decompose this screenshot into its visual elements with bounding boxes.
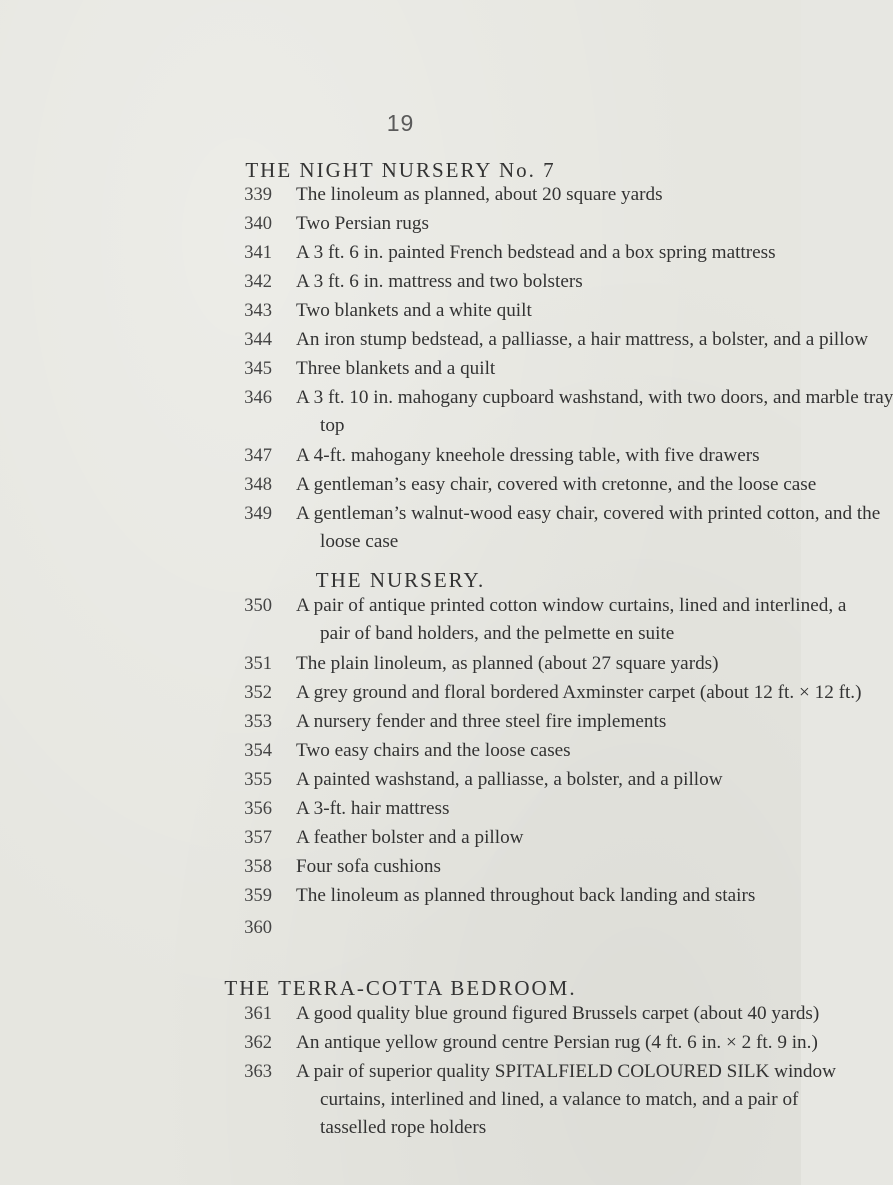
lot-description: An iron stump bedstead, a palliasse, a hair mattress, a bolster, and a pillow: [296, 329, 869, 350]
lot-number: 344: [244, 330, 272, 350]
lot-description-line: A pair of antique printed cotton window curtains, lined and interlined, a: [296, 595, 847, 616]
lot-number: 359: [244, 886, 272, 906]
lot-number: 351: [244, 654, 272, 674]
lot-description: A feather bolster and a pillow: [296, 827, 524, 848]
lot-description: A 4-ft. mahogany kneehole dressing table, with five drawers: [296, 445, 760, 466]
lot-number: 339: [244, 185, 272, 205]
lot-number: 350: [244, 596, 272, 616]
lot-number: 352: [244, 683, 272, 703]
lot-description: A gentleman’s easy chair, covered with cretonne, and the loose case: [296, 474, 817, 495]
section-heading-nursery: THE NURSERY.: [315, 568, 486, 592]
lot-number: 348: [244, 475, 272, 495]
lot-number: 346: [244, 388, 272, 408]
lot-number: 340: [244, 214, 272, 234]
lot-description: [296, 592, 847, 648]
lot-description: [296, 500, 881, 556]
lot-number: 353: [244, 712, 272, 732]
lot-description: Two blankets and a white quilt: [296, 300, 532, 321]
lot-description: An antique yellow ground centre Persian rug (4 ft. 6 in. × 2 ft. 9 in.): [296, 1032, 818, 1053]
lot-number: 343: [244, 301, 272, 321]
lot-number: 360: [244, 918, 272, 938]
lot-number: 347: [244, 446, 272, 466]
lot-description: Two easy chairs and the loose cases: [296, 740, 571, 761]
lot-number: 363: [244, 1062, 272, 1082]
lot-number: 355: [244, 770, 272, 790]
section-heading-terra-cotta-bedroom: THE TERRA-COTTA BEDROOM.: [224, 976, 577, 1000]
lot-number: 357: [244, 828, 272, 848]
lot-description: A good quality blue ground figured Brussels carpet (about 40 yards): [296, 1003, 820, 1024]
lot-number: 358: [244, 857, 272, 877]
lot-description-line: A gentleman’s walnut-wood easy chair, covered with printed cotton, and the: [296, 503, 881, 524]
lot-description: A grey ground and floral bordered Axminster carpet (about 12 ft. × 12 ft.): [296, 682, 862, 703]
lot-number: 354: [244, 741, 272, 761]
lot-description: A 3 ft. 6 in. painted French bedstead and a box spring mattress: [296, 242, 776, 263]
lot-description: Four sofa cushions: [296, 856, 441, 877]
section-heading-night-nursery: THE NIGHT NURSERY No. 7: [245, 158, 556, 182]
lot-number: 356: [244, 799, 272, 819]
lot-description-line: A pair of superior quality SPITALFIELD COLOURED SILK window: [296, 1061, 836, 1082]
lot-number: 349: [244, 504, 272, 524]
lot-description-continuation: top: [320, 415, 345, 436]
lot-description: The linoleum as planned, about 20 square yards: [296, 184, 663, 205]
lot-number: 342: [244, 272, 272, 292]
lot-description-continuation: tasselled rope holders: [320, 1117, 487, 1138]
lot-description: The linoleum as planned throughout back landing and stairs: [296, 885, 756, 906]
lot-description: [296, 1058, 836, 1142]
lot-description-line: A 3 ft. 10 in. mahogany cupboard washstand, with two doors, and marble tray: [296, 387, 893, 408]
lot-description: [296, 384, 893, 440]
lot-number: 361: [244, 1004, 272, 1024]
lot-description: A nursery fender and three steel fire implements: [296, 711, 667, 732]
lot-description: A 3-ft. hair mattress: [296, 798, 450, 819]
lot-description: Three blankets and a quilt: [296, 358, 496, 379]
lot-description: Two Persian rugs: [296, 213, 429, 234]
lot-description: The plain linoleum, as planned (about 27 square yards): [296, 653, 719, 674]
lot-description-continuation: pair of band holders, and the pelmette en suite: [320, 623, 675, 644]
page-number: 19: [386, 110, 415, 136]
lot-number: 341: [244, 243, 272, 263]
lot-number: 362: [244, 1033, 272, 1053]
lot-description-continuation: loose case: [320, 531, 399, 552]
lot-description-continuation: curtains, interlined and lined, a valance to match, and a pair of: [320, 1089, 799, 1110]
lot-number: 345: [244, 359, 272, 379]
lot-description: A 3 ft. 6 in. mattress and two bolsters: [296, 271, 583, 292]
lot-description: A painted washstand, a palliasse, a bolster, and a pillow: [296, 769, 723, 790]
